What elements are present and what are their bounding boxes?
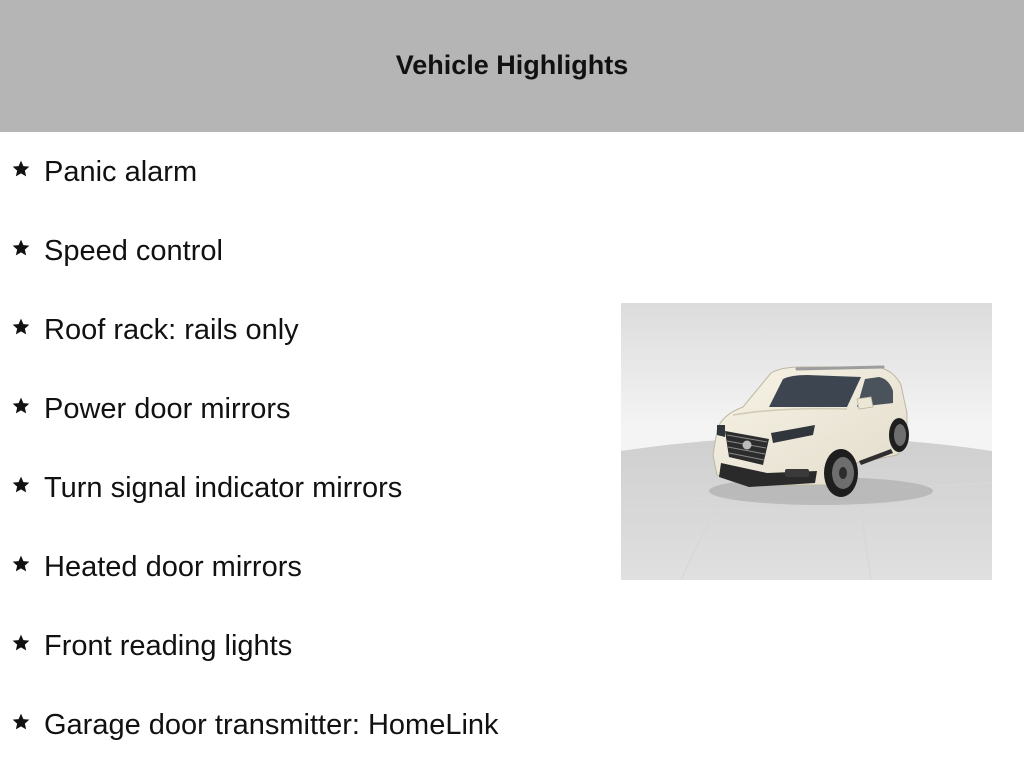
star-icon xyxy=(11,396,31,416)
feature-label: Heated door mirrors xyxy=(44,551,302,583)
page-title: Vehicle Highlights xyxy=(395,49,629,80)
header-bar xyxy=(0,0,1024,132)
suv-illustration xyxy=(621,303,992,580)
star-icon xyxy=(11,554,31,574)
feature-label: Roof rack: rails only xyxy=(44,314,299,346)
feature-label: Garage door transmitter: HomeLink xyxy=(44,709,499,741)
feature-label: Panic alarm xyxy=(44,156,198,188)
feature-label: Front reading lights xyxy=(44,630,293,662)
feature-label: Power door mirrors xyxy=(44,393,291,425)
star-icon xyxy=(11,633,31,653)
feature-label: Speed control xyxy=(44,235,223,267)
vehicle-photo xyxy=(621,303,992,580)
star-icon xyxy=(11,712,31,732)
star-icon xyxy=(11,238,31,258)
star-icon xyxy=(11,159,31,179)
feature-label: Turn signal indicator mirrors xyxy=(44,472,403,504)
star-icon xyxy=(11,317,31,337)
star-icon xyxy=(11,475,31,495)
